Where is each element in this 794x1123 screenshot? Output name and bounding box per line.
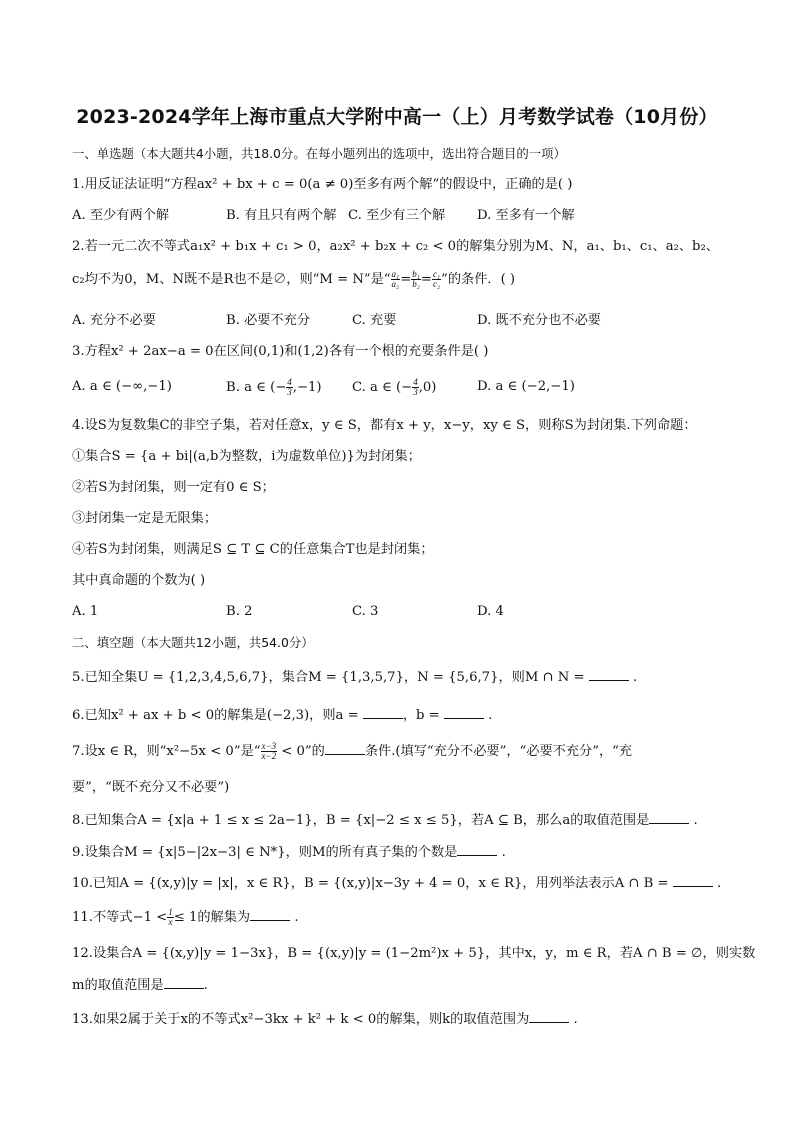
question-9-text: 9.设集合M = {x|5−|2x−3| ∈ N*}，则M的所有真子集的个数是 (72, 845, 458, 860)
question-6-text: 6.已知x² + ax + b < 0的解集是(−2,3)，则a = (72, 708, 359, 723)
question-4-stem: 4.设S为复数集C的非空子集，若对任意x，y ∈ S，都有x + y，x−y，xy ∈ S，则称S为封闭集.下列命题： (72, 418, 697, 433)
question-8 (72, 811, 698, 830)
question-5-end: . (632, 670, 638, 685)
question-3-stem: 3.方程x² + 2ax−a = 0在区间(0,1)和(1,2)各有一个根的充要条件是( ) (72, 344, 489, 359)
section-heading-single-choice: 一、单选题（本大题共4小题，共18.0分。在每小题列出的选项中，选出符合题目的一项） (72, 146, 566, 161)
answer-blank[interactable] (649, 811, 689, 824)
question-3-option-c-start: C. a ∈ (− (352, 380, 413, 395)
question-1-option-a: A. 至少有两个解 (72, 208, 170, 223)
answer-blank-a[interactable] (363, 706, 403, 719)
question-12-line-2 (72, 976, 208, 995)
answer-blank[interactable] (673, 874, 713, 887)
question-3-option-c-end: ,0) (418, 380, 437, 395)
question-7-line-1 (72, 742, 632, 761)
question-2-stem-line-1: 2.若一元二次不等式a₁x² + b₁x + c₁ > 0，a₂x² + b₂x + c₂ < 0的解集分别为M、N，a₁、b₁、c₁、a₂、b₂、 (72, 239, 719, 254)
question-3-option-a: A. a ∈ (−∞,−1) (72, 379, 172, 394)
fraction-numerator: 4 (287, 377, 292, 387)
question-1-option-d: D. 至多有一个解 (477, 208, 575, 223)
question-9 (72, 843, 506, 862)
fraction-numerator: 4 (413, 377, 418, 387)
question-12-end: . (203, 978, 208, 993)
question-4-option-a: A. 1 (72, 604, 99, 619)
question-4-option-d: D. 4 (477, 604, 504, 619)
answer-blank-b[interactable] (444, 706, 484, 719)
fraction-denominator: x−2 (261, 751, 277, 761)
question-3-option-c (352, 378, 436, 397)
answer-blank[interactable] (529, 1010, 569, 1023)
fraction-b-numerator: b₁ (412, 269, 420, 279)
fraction-c (432, 270, 441, 289)
question-4-proposition-2: ②若S为封闭集，则一定有0 ∈ S； (72, 480, 275, 495)
question-2-option-c: C. 充要 (352, 313, 397, 328)
fraction-c-denominator: c₂ (432, 279, 441, 289)
question-7-line-2: 要”，“既不充分又不必要”) (72, 780, 230, 795)
question-10-end: . (717, 876, 722, 891)
question-8-end: . (693, 813, 698, 828)
question-4-option-b: B. 2 (226, 604, 253, 619)
question-1-option-c: C. 至少有三个解 (348, 208, 446, 223)
question-6-mid: ，b = (402, 708, 440, 723)
question-13 (72, 1010, 578, 1029)
fraction-denominator: 3 (287, 387, 292, 397)
question-1-stem: 1.用反证法证明“方程ax² + bx + c = 0(a ≠ 0)至多有两个解”的假设中，正确的是( ) (72, 177, 573, 192)
question-11-mid: ≤ 1的解集为 (173, 910, 251, 925)
fraction-b-denominator: b₂ (412, 279, 420, 289)
section-heading-fill-in: 二、填空题（本大题共12小题，共54.0分） (72, 635, 314, 650)
question-13-end: . (573, 1012, 578, 1027)
question-12-text: m的取值范围是 (72, 978, 164, 993)
fraction-a-denominator: a₂ (391, 279, 400, 289)
answer-blank[interactable] (589, 668, 629, 681)
answer-blank[interactable] (250, 908, 290, 921)
question-4-option-c: C. 3 (352, 604, 379, 619)
question-10 (72, 874, 721, 893)
question-3-option-b-start: B. a ∈ (− (226, 380, 287, 395)
question-2-option-b: B. 必要不充分 (226, 313, 311, 328)
answer-blank[interactable] (164, 976, 204, 989)
question-13-text: 13.如果2属于关于x的不等式x²−3kx + k² + k < 0的解集，则k的取值范围为 (72, 1012, 530, 1027)
question-7-mid: < 0”的 (277, 744, 325, 759)
question-3-option-b-end: ,−1) (292, 380, 322, 395)
fraction-denominator: 3 (413, 387, 418, 397)
fraction-numerator: 1 (168, 907, 173, 917)
question-10-text: 10.已知A = {(x,y)|y = |x|，x ∈ R}，B = {(x,y)|x−3y + 4 = 0，x ∈ R}，用列举法表示A ∩ B = (72, 876, 669, 891)
fraction-numerator: x−3 (261, 741, 277, 751)
fraction-a (391, 270, 401, 289)
question-2-stem-line-2 (72, 270, 515, 289)
question-11-text: 11.不等式−1 < (72, 910, 168, 925)
exam-title: 2023-2024学年上海市重点大学附中高一（上）月考数学试卷（10月份） (76, 106, 718, 128)
question-3-option-b (226, 378, 322, 397)
question-6-end: . (488, 708, 493, 723)
question-2-option-a: A. 充分不必要 (72, 313, 156, 328)
question-5-text: 5.已知全集U = {1,2,3,4,5,6,7}，集合M = {1,3,5,7}，N = {5,6,7}，则M ∩ N = (72, 670, 585, 685)
fraction-c-numerator: c₁ (432, 269, 441, 279)
answer-blank[interactable] (457, 843, 497, 856)
question-11 (72, 908, 299, 927)
equals-sign: = (420, 272, 432, 287)
question-1-option-b: B. 有且只有两个解 (226, 208, 337, 223)
question-2-option-d: D. 既不充分也不必要 (477, 313, 601, 328)
question-7-text: 7.设x ∈ R，则“x²−5x < 0”是“ (72, 744, 261, 759)
question-4-proposition-4: ④若S为封闭集，则满足S ⊆ T ⊆ C的任意集合T也是封闭集； (72, 542, 434, 557)
question-3-option-d: D. a ∈ (−2,−1) (477, 379, 575, 394)
question-6 (72, 706, 492, 725)
fraction-b (411, 270, 421, 289)
question-7-end: 条件.(填写“充分不必要”，“必要不充分”，“充 (364, 744, 633, 759)
question-4-proposition-3: ③封闭集一定是无限集； (72, 511, 218, 526)
question-12-line-1: 12.设集合A = {(x,y)|y = 1−3x}，B = {(x,y)|y = (1−2m²)x + 5}，其中x，y，m ∈ R，若A ∩ B = ∅，则实数 (72, 946, 756, 961)
equals-sign: = (400, 272, 412, 287)
question-5 (72, 668, 637, 687)
question-2-stem-line-2-start: c₂均不为0，M、N既不是R也不是∅，则“M = N”是“ (72, 272, 391, 287)
fraction-x-minus-3-over-x-minus-2 (261, 742, 278, 761)
question-9-end: . (501, 845, 506, 860)
question-4-proposition-1: ①集合S = {a + bi|(a,b为整数，i为虚数单位)}为封闭集； (72, 449, 421, 464)
question-2-stem-line-2-end: ”的条件．( ) (441, 272, 516, 287)
question-8-text: 8.已知集合A = {x|a + 1 ≤ x ≤ 2a−1}，B = {x|−2 ≤ x ≤ 5}，若A ⊆ B，那么a的取值范围是 (72, 813, 650, 828)
question-11-end: . (294, 910, 299, 925)
answer-blank[interactable] (325, 742, 365, 755)
question-4-ask: 其中真命题的个数为( ) (72, 573, 206, 588)
fraction-a-numerator: a₁ (391, 269, 400, 279)
fraction-denominator: x (168, 917, 173, 927)
